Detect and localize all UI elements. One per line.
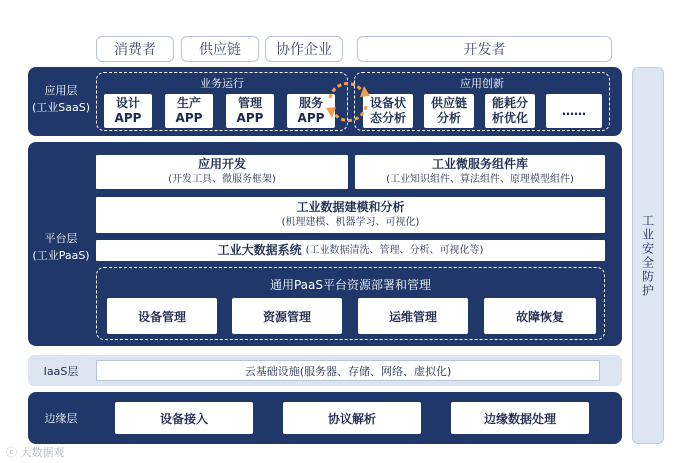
micro-subtitle: (工业知识组件、算法组件、原理模型组件)	[386, 174, 574, 185]
device-management	[107, 298, 217, 334]
more-apps	[546, 94, 602, 128]
device-access	[115, 402, 253, 434]
consumer-label: 消费者	[114, 42, 156, 58]
platform-layer-title: 平台层	[44, 232, 78, 245]
innov-line2: 分析	[436, 111, 461, 125]
app-line2: APP	[175, 111, 203, 125]
resource-label: 运维管理	[388, 309, 437, 324]
platform-layer-label	[28, 230, 94, 264]
app-development	[96, 155, 348, 189]
resource-label: 资源管理	[262, 309, 311, 324]
partner-box	[265, 36, 343, 62]
developer-box	[357, 36, 612, 62]
innov-line1: 供应链	[430, 96, 467, 110]
edge-layer-label: 边缘层	[44, 412, 78, 425]
app-line1: 生产	[176, 96, 201, 110]
resource-label: 设备管理	[137, 309, 186, 324]
innov-line1: 设备状	[369, 96, 406, 110]
app-innovation-title: 应用创新	[460, 77, 504, 90]
developer-label: 开发者	[463, 42, 506, 58]
micro-title: 工业微服务组件库	[431, 157, 528, 171]
supply-chain-label: 供应链	[199, 42, 241, 58]
watermark	[6, 444, 65, 460]
supply-chain-box	[181, 36, 259, 62]
edge-item-label: 边缘数据处理	[483, 411, 556, 426]
production-app	[165, 94, 213, 128]
watermark-icon: ⓒ	[6, 446, 17, 459]
big-data-system	[96, 240, 605, 261]
iaas-content: 云基础设施(服务器、存储、网络、虚拟化)	[244, 364, 452, 378]
fault-recovery	[484, 298, 596, 334]
modeling-title: 工业数据建模和分析	[296, 200, 405, 214]
data-modeling	[96, 197, 605, 233]
innov-line1: ……	[562, 103, 586, 118]
consumer-box	[96, 36, 174, 62]
app-line2: APP	[297, 111, 325, 125]
paas-resource-title: 通用PaaS平台资源部署和管理	[269, 278, 432, 292]
resource-label: 故障恢复	[515, 309, 564, 324]
platform-layer-subtitle: (工业PaaS)	[32, 249, 90, 262]
design-app	[104, 94, 152, 128]
app-line2: APP	[236, 111, 264, 125]
application-layer-title: 应用层	[44, 84, 78, 97]
app-line1: 设计	[115, 96, 140, 110]
supply-chain-analysis	[424, 94, 474, 128]
app-dev-title: 应用开发	[197, 157, 246, 171]
resource-management	[232, 298, 342, 334]
application-layer-label	[28, 82, 94, 116]
management-app	[226, 94, 274, 128]
edge-data-processing	[451, 402, 589, 434]
innov-line1: 能耗分	[491, 96, 528, 110]
security-panel	[632, 67, 664, 444]
modeling-subtitle: (机理建模、机器学习、可视化)	[281, 217, 420, 228]
watermark-text: 大数据观	[20, 446, 65, 459]
bigdata-subtitle: (工业数据清洗、管理、分析、可视化等)	[305, 245, 484, 256]
application-layer-subtitle: (工业SaaS)	[31, 101, 91, 114]
app-dev-subtitle: (开发工具、微服务框架)	[168, 174, 276, 185]
innov-line2: 态分析	[369, 111, 406, 125]
app-line2: APP	[114, 111, 142, 125]
edge-item-label: 协议解析	[327, 411, 376, 426]
app-line1: 服务	[298, 96, 323, 110]
energy-optimization	[485, 94, 535, 128]
ops-management	[358, 298, 468, 334]
partner-label: 协作企业	[276, 42, 332, 58]
microservice-library	[355, 155, 605, 189]
security-label: 工业安全防护	[640, 213, 655, 298]
innov-line2: 析优化	[491, 111, 528, 125]
business-ops-title: 业务运行	[200, 77, 244, 90]
iaas-layer-label: IaaS层	[43, 365, 79, 378]
protocol-parsing	[283, 402, 421, 434]
edge-item-label: 设备接入	[159, 411, 208, 426]
cycle-arrows-icon	[320, 74, 376, 130]
bigdata-title: 工业大数据系统	[217, 243, 302, 257]
app-line1: 管理	[237, 96, 262, 110]
cloud-infrastructure	[96, 360, 600, 381]
